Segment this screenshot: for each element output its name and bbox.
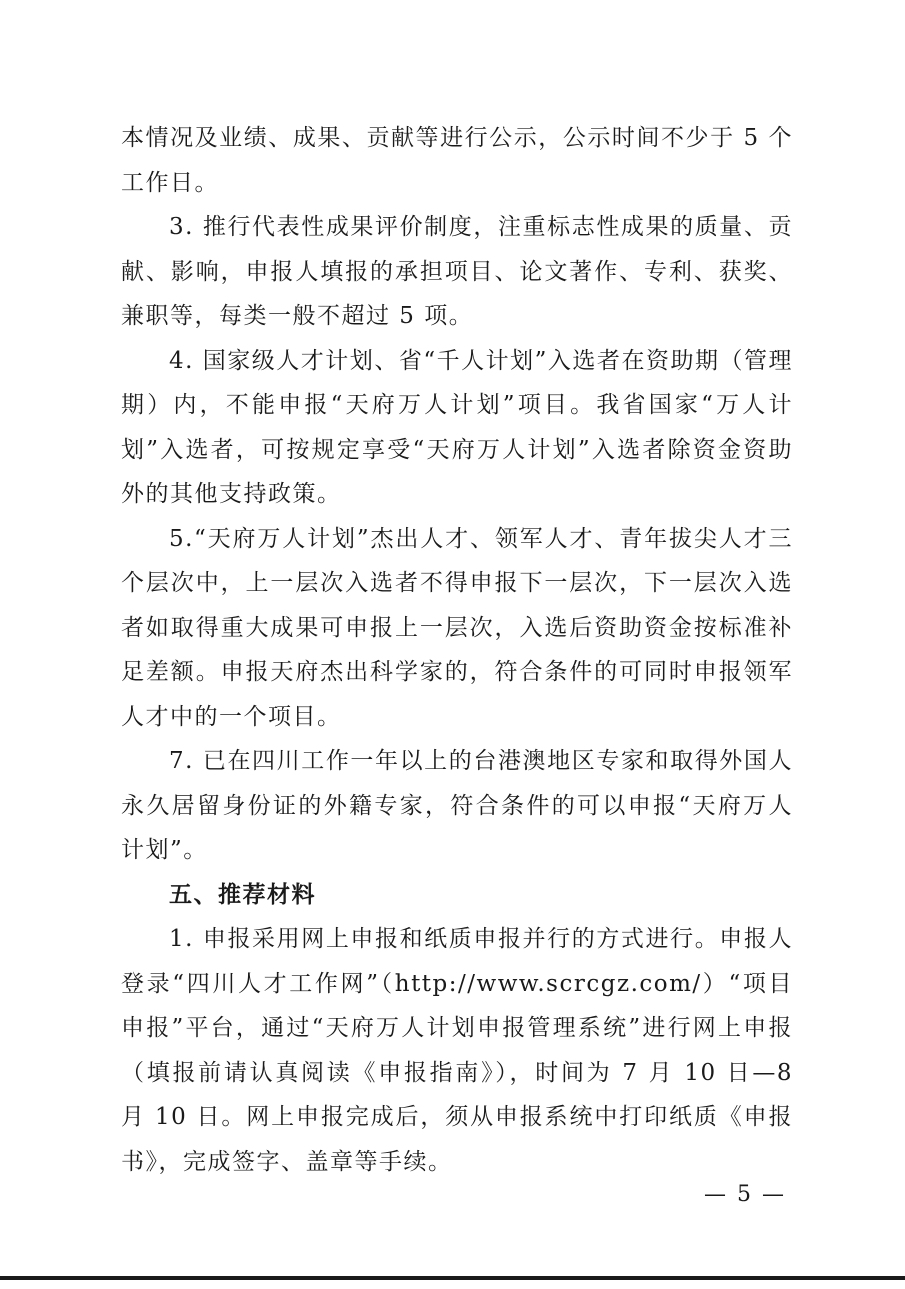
page-number: — 5 — <box>704 1182 786 1207</box>
paragraph-item-4: 4. 国家级人才计划、省“千人计划”入选者在资助期（管理期）内，不能申报“天府万人计划”项目。我省国家“万人计划”入选者，可按规定享受“天府万人计划”入选者除资金资助外的其他支持政策。 <box>121 347 793 507</box>
paragraph-item-3: 3. 推行代表性成果评价制度，注重标志性成果的质量、贡献、影响，申报人填报的承担项目、论文著作、专利、获奖、兼职等，每类一般不超过 5 项。 <box>121 214 793 329</box>
section-heading: 五、推荐材料 <box>169 881 316 908</box>
bottom-divider <box>0 1276 905 1280</box>
paragraph-section-item-1: 1. 申报采用网上申报和纸质申报并行的方式进行。申报人登录“四川人才工作网”（http://www.scrcgz.com/）“项目申报”平台，通过“天府万人计划申报管理系统”进行网上申报（填报前请认真阅读《申报指南》），时间为 7 月 10 日—8 月 10 日。网上申报完成后，须从申报系统中打印纸质《申报书》，完成签字、盖章等手续。 <box>121 926 793 1175</box>
paragraph-continuation: 本情况及业绩、成果、贡献等进行公示，公示时间不少于 5 个工作日。 <box>121 125 793 196</box>
body-text <box>121 116 793 1184</box>
paragraph-item-7: 7. 已在四川工作一年以上的台港澳地区专家和取得外国人永久居留身份证的外籍专家，符合条件的可以申报“天府万人计划”。 <box>121 748 793 863</box>
paragraph-item-5: 5.“天府万人计划”杰出人才、领军人才、青年拔尖人才三个层次中，上一层次入选者不得申报下一层次，下一层次入选者如取得重大成果可申报上一层次，入选后资助资金按标准补足差额。申报天府杰出科学家的，符合条件的可同时申报领军人才中的一个项目。 <box>121 525 793 730</box>
